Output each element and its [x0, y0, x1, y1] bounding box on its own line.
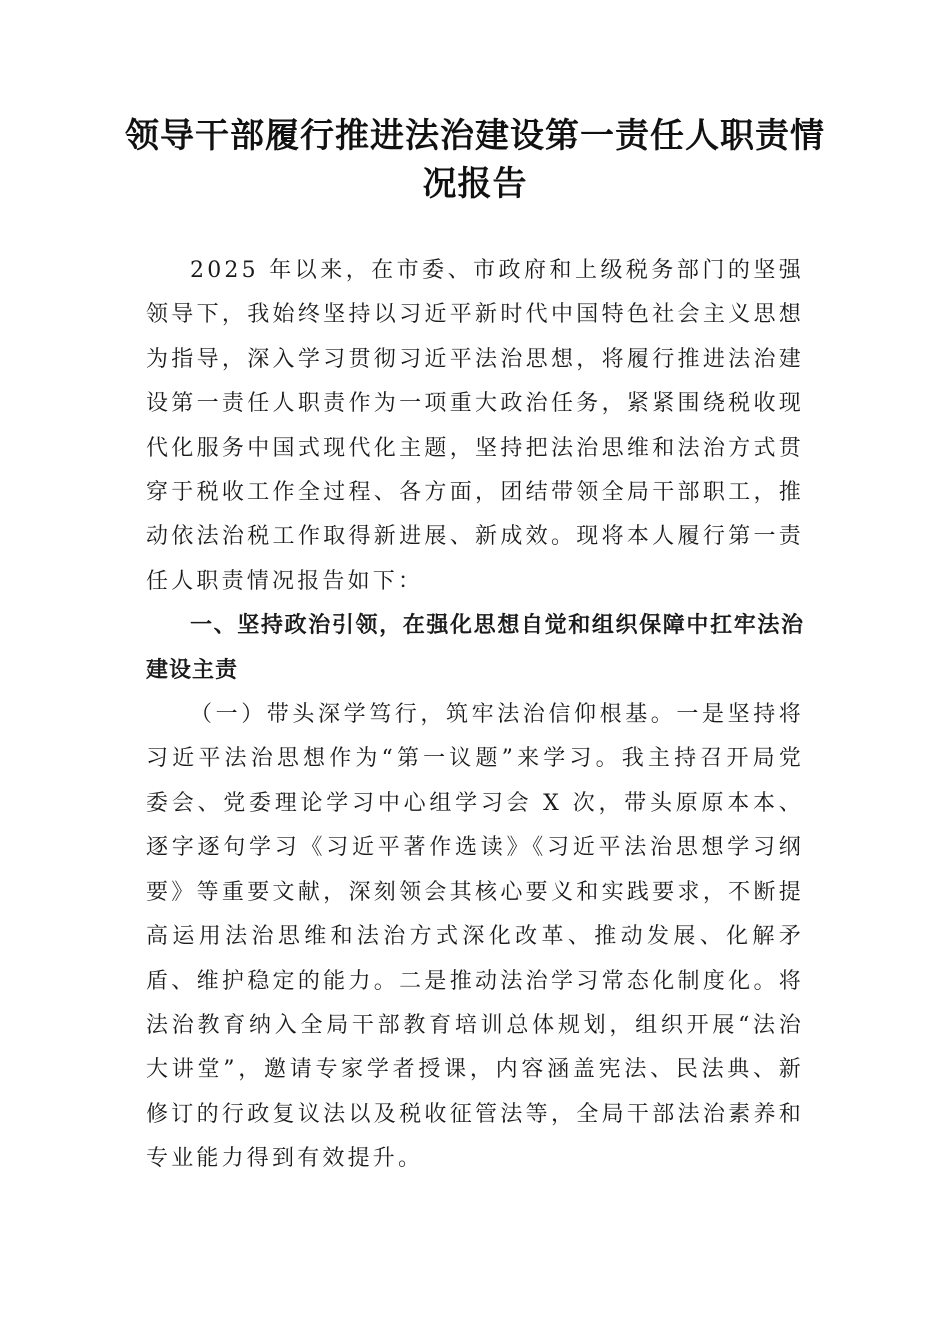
intro-paragraph: 2025 年以来，在市委、市政府和上级税务部门的坚强领导下，我始终坚持以习近平新时代中国特色社会主义思想为指导，深入学习贯彻习近平法治思想，将履行推进法治建设第一责任人职责作为一项重大政治任务，紧紧围绕税收现代化服务中国式现代化主题，坚持把法治思维和法治方式贯穿于税收工作全过程、各方面，团结带领全局干部职工，推动依法治税工作取得新进展、新成效。现将本人履行第一责任人职责情况报告如下：	[146, 258, 804, 594]
document-body	[146, 249, 804, 1182]
section-heading-1: 一、坚持政治引领，在强化思想自觉和组织保障中扛牢法治建设主责	[146, 613, 804, 683]
subsection-paragraph-1: （一）带头深学笃行，筑牢法治信仰根基。一是坚持将习近平法治思想作为“第一议题”来学习。我主持召开局党委会、党委理论学习中心组学习会 X 次，带头原原本本、逐字逐句学习《习近平著作选读》《习近平法治思想学习纲要》等重要文献，深刻领会其核心要义和实践要求，不断提高运用法治思维和法治方式深化改革、推动发展、化解矛盾、维护稳定的能力。二是推动法治学习常态化制度化。将法治教育纳入全局干部教育培训总体规划，组织开展“法治大讲堂”，邀请专家学者授课，内容涵盖宪法、民法典、新修订的行政复议法以及税收征管法等，全局干部法治素养和专业能力得到有效提升。	[146, 702, 804, 1172]
document-title: 领导干部履行推进法治建设第一责任人职责情况报告	[125, 116, 825, 204]
